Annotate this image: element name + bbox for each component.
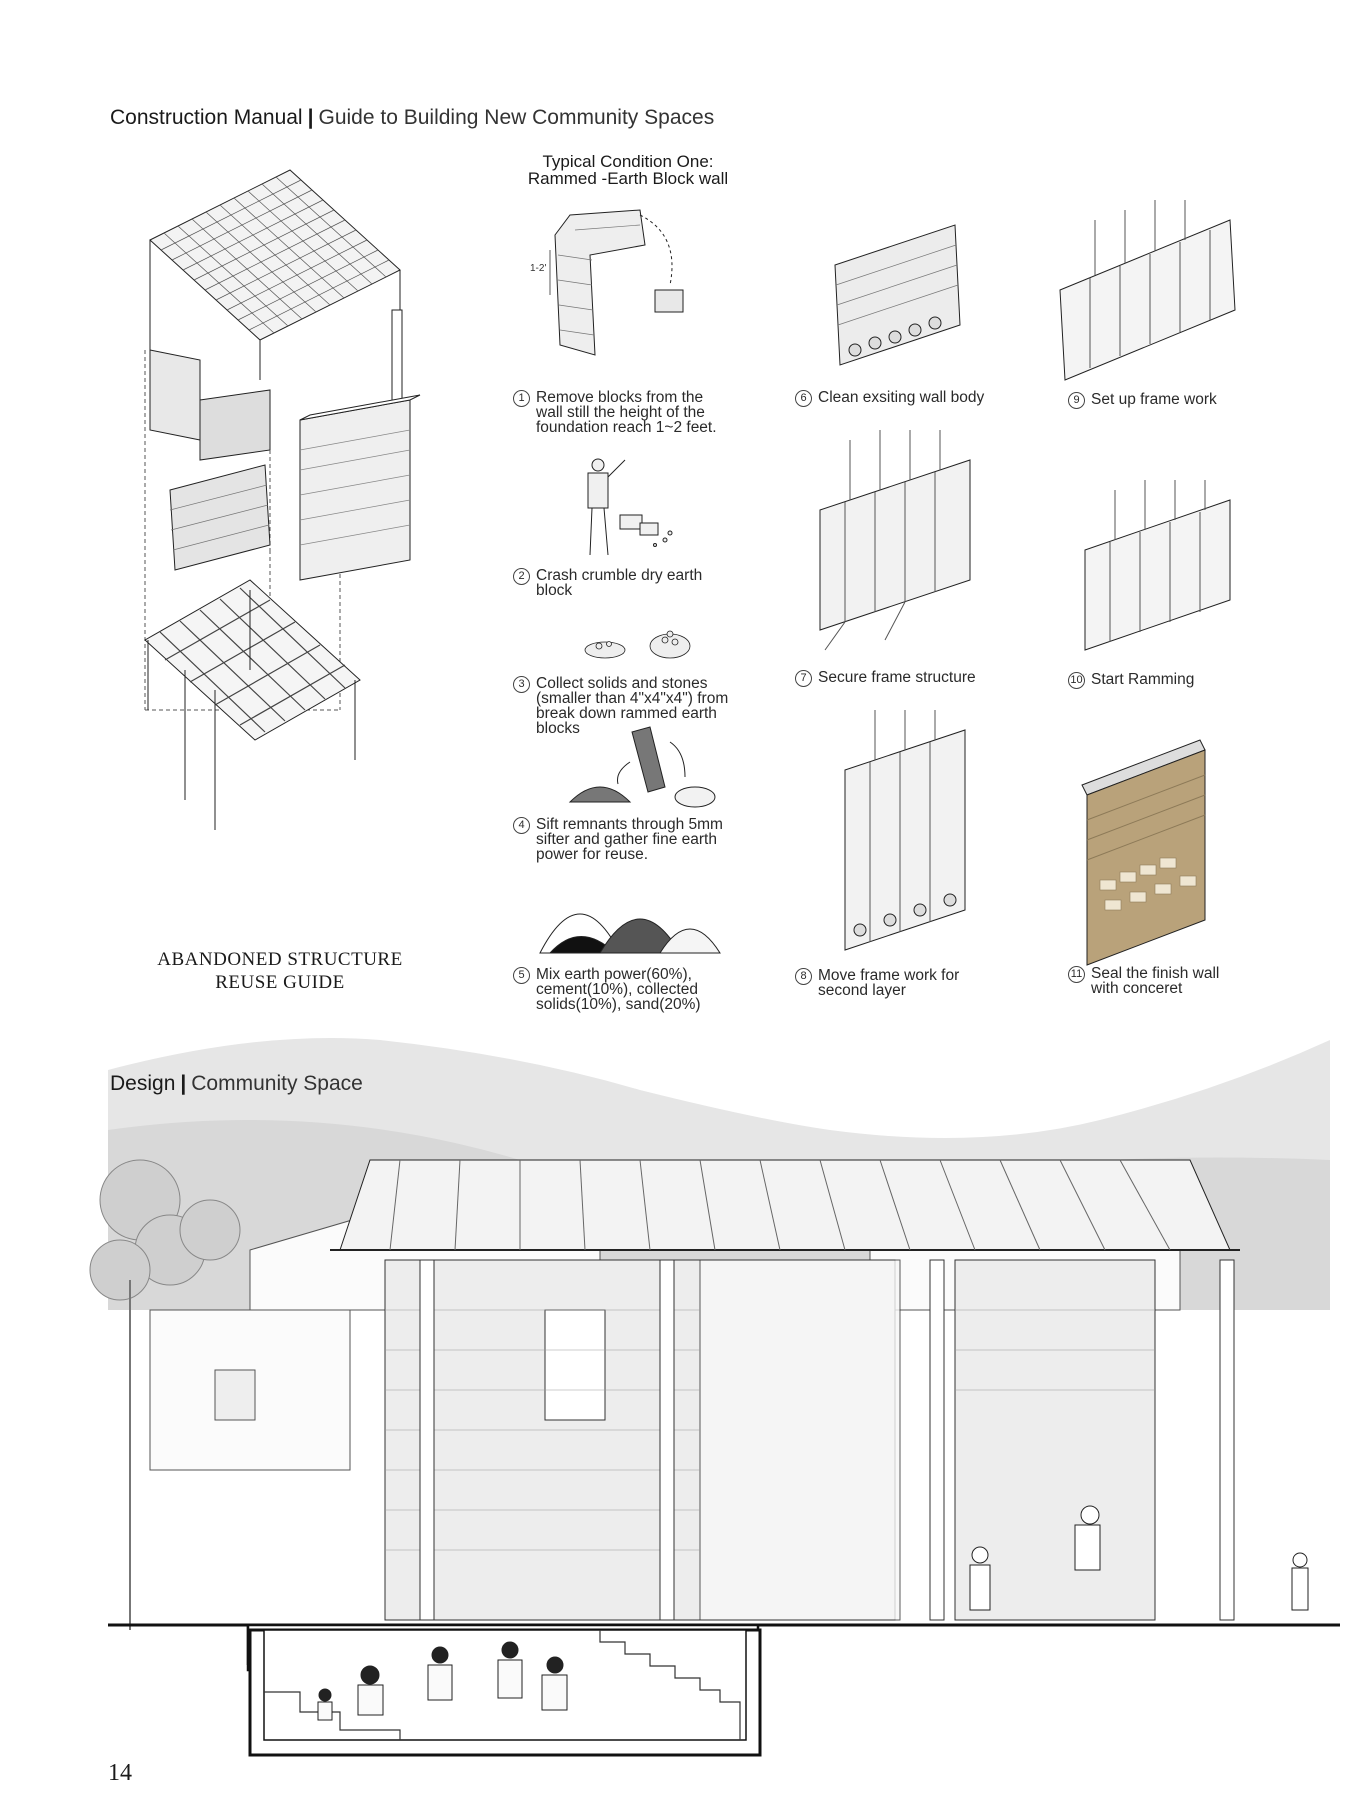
step-5-line-3: solids(10%), sand(20%) (536, 996, 701, 1013)
step-4 (513, 817, 723, 862)
step-5-line-1: Mix earth power(60%), (536, 966, 692, 983)
step-10 (1068, 672, 1194, 689)
step6-wall-illustration (825, 215, 975, 375)
step-5-number: 5 (513, 967, 530, 984)
step-8 (795, 968, 959, 998)
page-number: 14 (108, 1760, 132, 1786)
construction-manual-header (110, 106, 714, 130)
step-2-line-1: Crash crumble dry earth (536, 567, 703, 584)
community-space-section-drawing (0, 1010, 1353, 1670)
step1-wall-removal-illustration (530, 205, 690, 375)
header-separator: | (307, 106, 314, 129)
step-1-number: 1 (513, 390, 530, 407)
design-header-title: Design (110, 1072, 176, 1095)
step-3-line-2: (smaller than 4"x4"x4") from (536, 690, 729, 707)
reuse-guide-line-1: ABANDONED STRUCTURE (157, 949, 403, 970)
step-2-line-2: block (536, 582, 573, 599)
step-11-number: 11 (1068, 966, 1085, 983)
step-11-line-2: with conceret (1091, 980, 1183, 997)
step-1-line-1: Remove blocks from the (536, 389, 704, 406)
step5-mix-illustration (540, 885, 720, 955)
condition-title-line-1: Typical Condition One: (542, 152, 714, 171)
step-7 (795, 670, 976, 687)
step-11-line-1: Seal the finish wall (1091, 965, 1220, 982)
step11-finished-wall-illustration (1080, 740, 1240, 965)
reuse-guide-line-2: REUSE GUIDE (215, 972, 345, 993)
condition-title-line-2: Rammed -Earth Block wall (527, 169, 729, 188)
step-3-number: 3 (513, 676, 530, 693)
step-7-line-1: Secure frame structure (818, 669, 976, 686)
step-1 (513, 390, 717, 435)
step-10-number: 10 (1068, 672, 1085, 689)
step8-frame-illustration (835, 710, 985, 960)
step9-framework-illustration (1050, 200, 1250, 380)
step-8-line-1: Move frame work for (818, 967, 960, 984)
step-1-line-3: foundation reach 1~2 feet. (536, 419, 717, 436)
dim-label: 1-2' (530, 263, 547, 274)
step-9-line-1: Set up frame work (1091, 391, 1217, 408)
step-3-line-4: blocks (536, 720, 580, 737)
step-2 (513, 568, 702, 598)
step-1-line-2: wall still the height of the (536, 404, 705, 421)
step-6 (795, 390, 984, 407)
step-7-number: 7 (795, 670, 812, 687)
sunken-seating-area (240, 1630, 770, 1760)
header-subtitle: Guide to Building New Community Spaces (318, 106, 715, 129)
step-6-line-1: Clean exsiting wall body (818, 389, 985, 406)
design-header (110, 1072, 363, 1096)
step-11 (1068, 966, 1219, 996)
design-header-separator: | (180, 1072, 187, 1095)
step-10-line-1: Start Ramming (1091, 671, 1195, 688)
step-8-line-2: second layer (818, 982, 906, 999)
step-5-line-2: cement(10%), collected (536, 981, 698, 998)
step-4-line-2: sifter and gather fine earth (536, 831, 717, 848)
reuse-guide-caption (150, 948, 410, 994)
step7-frame-illustration (805, 430, 990, 650)
step-4-line-1: Sift remnants through 5mm (536, 816, 723, 833)
step-8-number: 8 (795, 968, 812, 985)
step-3-line-1: Collect solids and stones (536, 675, 708, 692)
step-5 (513, 967, 701, 1012)
condition-title (498, 153, 758, 187)
step3-solids-illustration (575, 612, 695, 660)
header-title: Construction Manual (110, 106, 303, 129)
abandoned-structure-illustration (140, 150, 420, 930)
step-9-number: 9 (1068, 392, 1085, 409)
step-3-line-3: break down rammed earth (536, 705, 717, 722)
step-6-number: 6 (795, 390, 812, 407)
step10-ramming-illustration (1075, 480, 1245, 660)
step-3 (513, 676, 728, 736)
step-2-number: 2 (513, 568, 530, 585)
design-header-subtitle: Community Space (191, 1072, 363, 1095)
step-4-number: 4 (513, 817, 530, 834)
step-4-line-3: power for reuse. (536, 846, 648, 863)
step2-worker-illustration (570, 455, 690, 565)
step-9 (1068, 392, 1217, 409)
